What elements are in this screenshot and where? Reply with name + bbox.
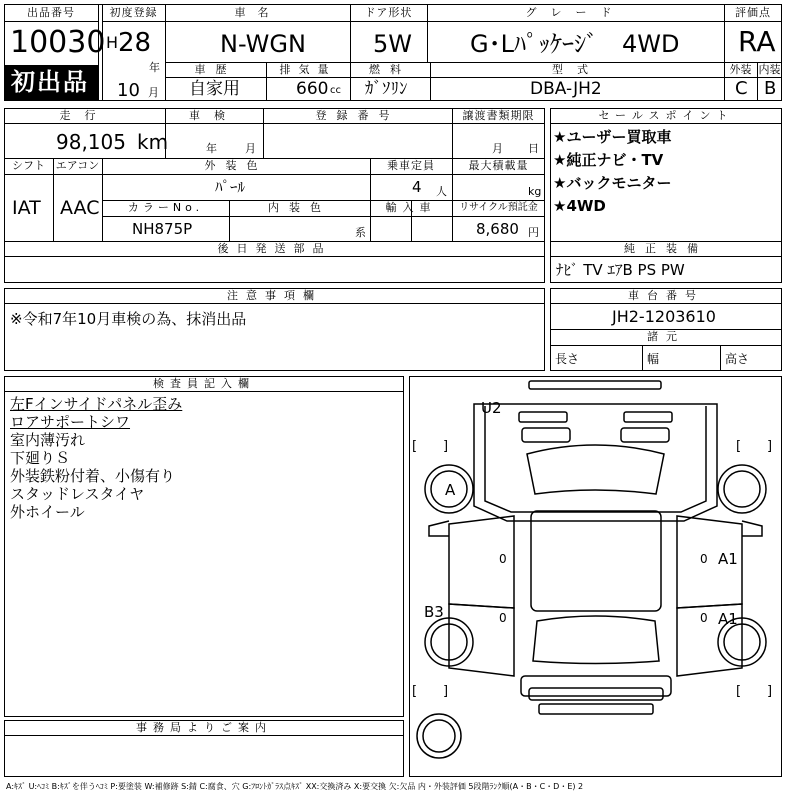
reg-year: 28 xyxy=(118,28,152,58)
car-name: N-WGN xyxy=(220,30,306,58)
grade-label: グレード xyxy=(525,6,626,19)
yen-unit: 円 xyxy=(528,226,539,239)
lot-number: 10030 xyxy=(10,25,106,60)
notes-text: ※令和7年10月車検の為、抹消出品 xyxy=(10,310,247,328)
exterior-grade: C xyxy=(735,78,748,99)
displacement-label: 排気量 xyxy=(279,63,337,76)
capacity-label: 乗車定員 xyxy=(387,159,435,172)
inspector-line: スタッドレスタイヤ xyxy=(10,485,145,503)
load-label: 最大積載量 xyxy=(468,159,529,172)
length-label: 長さ xyxy=(555,352,580,366)
cc-unit: cc xyxy=(330,85,341,96)
bracket-mark: ] xyxy=(443,684,449,699)
door-type: 5W xyxy=(373,30,412,58)
fuel-label: 燃料 xyxy=(369,63,411,76)
lot-no-label: 出品番号 xyxy=(27,6,75,19)
zero-mark: 0 xyxy=(700,611,708,625)
sales-point-item: ★純正ナビ・TV xyxy=(553,151,664,169)
inspector-label: 検査員記入欄 xyxy=(153,377,255,390)
int-color-label: 内装色 xyxy=(268,201,331,214)
equipment: ﾅﾋﾞ TV ｴｱB PS PW xyxy=(556,261,685,279)
ac-label: エアコン xyxy=(55,159,100,172)
interior-label: 内装 xyxy=(758,63,781,76)
inspection-label: 車検 xyxy=(189,109,239,122)
bracket-mark: [ xyxy=(736,684,742,699)
recycle-label: リサイクル預託金 xyxy=(459,202,538,213)
int-color-unit: 系 xyxy=(355,226,366,239)
shift-label: シフト xyxy=(12,159,45,172)
ext-color: ﾊﾟｰﾙ xyxy=(215,178,246,196)
insp-month-unit: 月 xyxy=(245,142,256,155)
sales-points-label: セールスポイント xyxy=(598,109,734,122)
damage-mark: A1 xyxy=(718,610,738,628)
recycle-fee: 8,680 xyxy=(476,220,519,238)
inspector-line: 室内薄汚れ xyxy=(10,431,86,449)
capacity-unit: 人 xyxy=(436,185,447,198)
chassis-label: 車台番号 xyxy=(628,289,704,302)
inspector-line: 外ホイール xyxy=(10,503,85,521)
model-label: 型式 xyxy=(552,63,602,76)
inspector-line: 左Fインサイドパネル歪み xyxy=(10,395,183,413)
sales-point-item: ★4WD xyxy=(553,197,606,215)
transfer-month-unit: 月 xyxy=(492,142,503,155)
mileage-unit: km xyxy=(137,130,169,154)
transfer-label: 譲渡書類期限 xyxy=(462,109,535,122)
later-parts-label: 後日発送部品 xyxy=(217,242,332,255)
zero-mark: 0 xyxy=(499,611,507,625)
displacement: 660 xyxy=(296,79,329,99)
transfer-day-unit: 日 xyxy=(528,142,539,155)
ext-color-label: 外装色 xyxy=(204,159,268,172)
grade: G･Lﾊﾟｯｹｰｼﾞ 4WD xyxy=(470,30,680,58)
ac: AAC xyxy=(60,197,100,219)
bracket-mark: [ xyxy=(736,439,742,454)
inspector-line: 下廻りＳ xyxy=(10,449,71,467)
car-name-label: 車名 xyxy=(234,6,281,19)
sales-point-item: ★バックモニター xyxy=(553,174,672,192)
color-no: NH875P xyxy=(132,220,193,238)
door-label: ドア形状 xyxy=(364,6,413,19)
reg-month: 10 xyxy=(117,80,140,101)
mileage: 98,105 xyxy=(56,130,126,154)
capacity: 4 xyxy=(412,178,422,196)
equipment-label: 純正装備 xyxy=(624,242,708,255)
reg-year-unit: 年 xyxy=(149,61,160,74)
fuel: ｶﾞｿﾘﾝ xyxy=(365,79,408,99)
zero-mark: 0 xyxy=(700,552,708,566)
car-diagram xyxy=(409,376,782,777)
height-label: 高さ xyxy=(725,352,750,366)
inspector-line: 外装鉄粉付着、小傷有り xyxy=(10,467,176,485)
bracket-mark: ] xyxy=(767,684,773,699)
specs-label: 諸元 xyxy=(647,330,685,343)
mileage-label: 走行 xyxy=(59,109,110,122)
legend: A:ｷｽﾞ U:ﾍｺﾐ B:ｷｽﾞを伴うﾍｺﾐ P:要塗装 W:補修跡 S:錆 C:腐食、穴 G:ﾌﾛﾝﾄｶﾞﾗｽ点ｷｽﾞ XX:交換済み X:要交換 欠:欠品 内・外装評価 5段階ﾗﾝｸ順(A・B・C・D・E) 2 xyxy=(6,782,584,791)
width-label: 幅 xyxy=(647,352,660,366)
bracket-mark: [ xyxy=(412,439,418,454)
score: RA xyxy=(738,25,776,58)
shift: IAT xyxy=(12,197,41,219)
reg-no-label: 登録番号 xyxy=(315,109,400,122)
import-label: 輸入車 xyxy=(385,201,437,214)
history: 自家用 xyxy=(189,79,240,99)
era-letter: H xyxy=(106,33,119,52)
bracket-mark: ] xyxy=(767,439,773,454)
first-listing-text: 初出品 xyxy=(11,68,89,96)
zero-mark: 0 xyxy=(499,552,507,566)
notes-label: 注意事項欄 xyxy=(227,289,322,302)
first-reg-label: 初度登録 xyxy=(109,6,158,19)
exterior-label: 外装 xyxy=(729,63,752,76)
inspector-line: ロアサポートシワ xyxy=(10,413,131,431)
damage-mark: B3 xyxy=(424,603,444,621)
color-no-label: カラーNo. xyxy=(127,201,204,214)
damage-mark: A xyxy=(445,481,456,499)
sales-point-item: ★ユーザー買取車 xyxy=(553,128,672,146)
reg-month-unit: 月 xyxy=(148,86,159,99)
score-label: 評価点 xyxy=(735,6,771,19)
office-label: 事務局よりご案内 xyxy=(136,721,272,734)
damage-mark: U2 xyxy=(481,399,502,417)
chassis-number: JH2-1203610 xyxy=(612,307,716,326)
history-label: 車歴 xyxy=(194,63,237,76)
model: DBA-JH2 xyxy=(530,79,602,99)
insp-year-unit: 年 xyxy=(206,142,217,155)
bracket-mark: [ xyxy=(412,684,418,699)
interior-grade: B xyxy=(764,78,777,99)
bracket-mark: ] xyxy=(443,439,449,454)
damage-mark: A1 xyxy=(718,550,738,568)
load-unit: kg xyxy=(528,185,542,198)
